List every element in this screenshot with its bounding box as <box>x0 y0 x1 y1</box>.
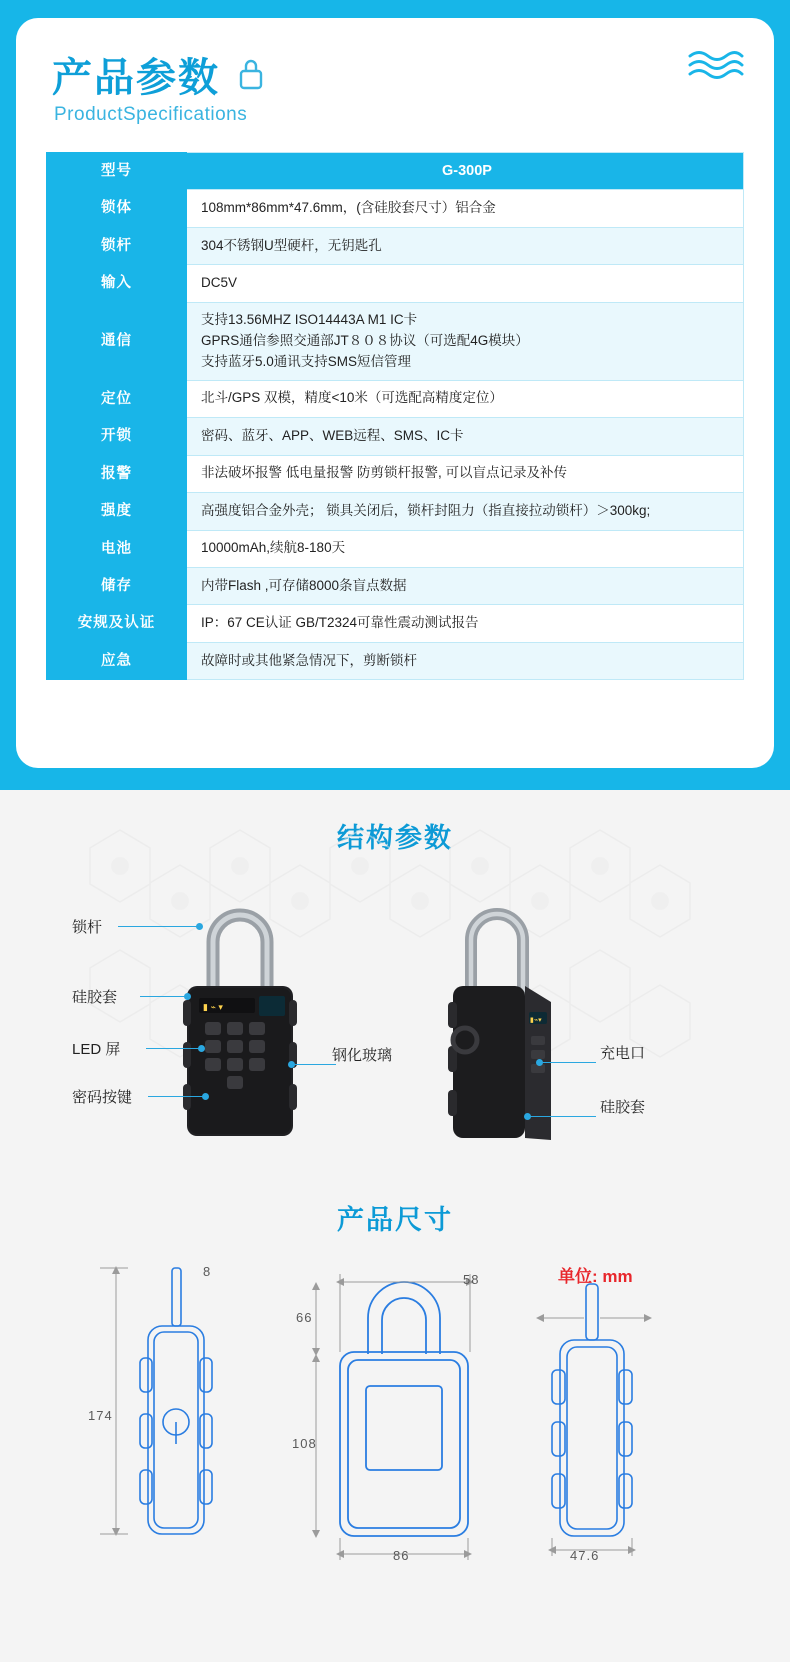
leader-dot <box>196 923 203 930</box>
spec-value-line: 10000mAh,续航8-180天 <box>201 540 346 556</box>
dim-side-height: 174 <box>88 1408 113 1423</box>
table-row <box>47 265 744 302</box>
spec-value <box>187 455 744 492</box>
spec-value-line: 非法破坏报警 低电量报警 防剪锁杆报警, 可以盲点记录及补传 <box>201 465 568 481</box>
callout-keypad: 密码按键 <box>72 1089 133 1106</box>
leader-line <box>118 926 200 927</box>
spec-value <box>187 493 744 530</box>
structure-section <box>0 790 790 1180</box>
spec-value <box>187 567 744 604</box>
spec-key: 安规及认证 <box>47 605 187 642</box>
dim-front-bottom: 86 <box>393 1548 410 1563</box>
spec-key: 型号 <box>47 153 187 190</box>
lock-angled-illustration <box>435 890 585 1160</box>
table-row <box>47 153 744 190</box>
spec-value <box>187 265 744 302</box>
spec-value-line: 支持13.56MHZ ISO14443A M1 IC卡 <box>201 311 418 327</box>
spec-key: 输入 <box>47 265 187 302</box>
spec-value <box>187 380 744 417</box>
callout-tempered-glass: 钢化玻璃 <box>332 1047 393 1064</box>
spec-value <box>187 530 744 567</box>
table-row <box>47 455 744 492</box>
leader-line <box>146 1048 202 1049</box>
leader-line <box>148 1096 206 1097</box>
spec-value-line: 故障时或其他紧急情况下，剪断锁杆 <box>201 652 417 668</box>
table-row <box>47 493 744 530</box>
spec-value-line: GPRS通信参照交通部JT８０８协议（可选配4G模块） <box>201 332 529 348</box>
spec-key: 报警 <box>47 455 187 492</box>
spec-value <box>187 605 744 642</box>
dimension-drawings <box>0 1262 790 1662</box>
table-row <box>47 567 744 604</box>
spec-value <box>187 153 744 190</box>
dim-front-shackle: 66 <box>296 1310 313 1325</box>
page-title-en: ProductSpecifications <box>54 104 248 125</box>
table-row <box>47 418 744 455</box>
spec-key: 储存 <box>47 567 187 604</box>
leader-line <box>292 1064 336 1065</box>
table-row <box>47 380 744 417</box>
leader-line <box>140 996 188 997</box>
spec-card <box>16 18 774 768</box>
dim-side-width: 8 <box>203 1264 212 1279</box>
spec-key: 通信 <box>47 302 187 380</box>
dimensions-section <box>0 1180 790 1662</box>
spec-value-line: IP：67 CE认证 GB/T2324可靠性震动测试报告 <box>201 615 479 631</box>
spec-value <box>187 418 744 455</box>
spec-value <box>187 642 744 679</box>
spec-value-line: 北斗/GPS 双模，精度<10米（可选配高精度定位） <box>201 390 503 406</box>
spec-value-line: 108mm*86mm*47.6mm，(含硅胶套尺寸）铝合金 <box>201 200 496 216</box>
spec-value-line: G-300P <box>442 163 492 179</box>
spec-value <box>187 302 744 380</box>
leader-dot <box>202 1093 209 1100</box>
callout-silicone-right: 硅胶套 <box>600 1099 646 1116</box>
leader-dot <box>184 993 191 1000</box>
dimensions-title: 产品尺寸 <box>337 1205 453 1235</box>
page-title <box>46 44 744 100</box>
svg-text:▮ ⌁ ▾: ▮ ⌁ ▾ <box>203 1002 223 1012</box>
spec-value <box>187 190 744 227</box>
spec-table <box>46 152 744 680</box>
leader-dot <box>536 1059 543 1066</box>
table-row <box>47 227 744 264</box>
leader-line <box>540 1062 596 1063</box>
spec-key: 定位 <box>47 380 187 417</box>
spec-value-line: 304不锈钢U型硬杆，无钥匙孔 <box>201 237 382 253</box>
leader-dot <box>288 1061 295 1068</box>
spec-key: 电池 <box>47 530 187 567</box>
dim-front-top: 58 <box>463 1272 480 1287</box>
page-title-zh: 产品参数 <box>52 56 220 100</box>
callout-charging-port: 充电口 <box>600 1045 646 1062</box>
table-row <box>47 605 744 642</box>
spec-value-line: 高强度铝合金外壳； 锁具关闭后，锁杆封阻力（指直接拉动锁杆）＞300kg; <box>201 502 651 518</box>
spec-key: 开锁 <box>47 418 187 455</box>
callout-led-screen: LED 屏 <box>72 1041 121 1058</box>
table-row <box>47 302 744 380</box>
dim-back-width: 47.6 <box>570 1548 600 1563</box>
unit-label: 单位: mm <box>558 1267 633 1286</box>
lock-icon <box>236 56 266 97</box>
leader-dot <box>524 1113 531 1120</box>
spec-key: 锁杆 <box>47 227 187 264</box>
spec-key: 应急 <box>47 642 187 679</box>
wave-icon <box>688 48 744 82</box>
dim-front-body: 108 <box>292 1436 317 1451</box>
spec-value-line: DC5V <box>201 275 238 291</box>
spec-value-line: 密码、蓝牙、APP、WEB远程、SMS、IC卡 <box>201 427 464 443</box>
lock-front-illustration <box>175 890 305 1160</box>
table-row <box>47 530 744 567</box>
table-row <box>47 190 744 227</box>
callout-shackle: 锁杆 <box>72 919 103 936</box>
table-row <box>47 642 744 679</box>
spec-key: 锁体 <box>47 190 187 227</box>
spec-section <box>0 0 790 790</box>
spec-key: 强度 <box>47 493 187 530</box>
leader-line <box>528 1116 596 1117</box>
callout-silicone-left: 硅胶套 <box>72 989 118 1006</box>
svg-text:▮⌁▾: ▮⌁▾ <box>530 1017 542 1024</box>
spec-value-line: 内带Flash ,可存储8000条盲点数据 <box>201 577 407 593</box>
spec-value-line: 支持蓝牙5.0通讯支持SMS短信管理 <box>201 353 412 369</box>
leader-dot <box>198 1045 205 1052</box>
spec-value <box>187 227 744 264</box>
structure-title: 结构参数 <box>337 823 453 853</box>
